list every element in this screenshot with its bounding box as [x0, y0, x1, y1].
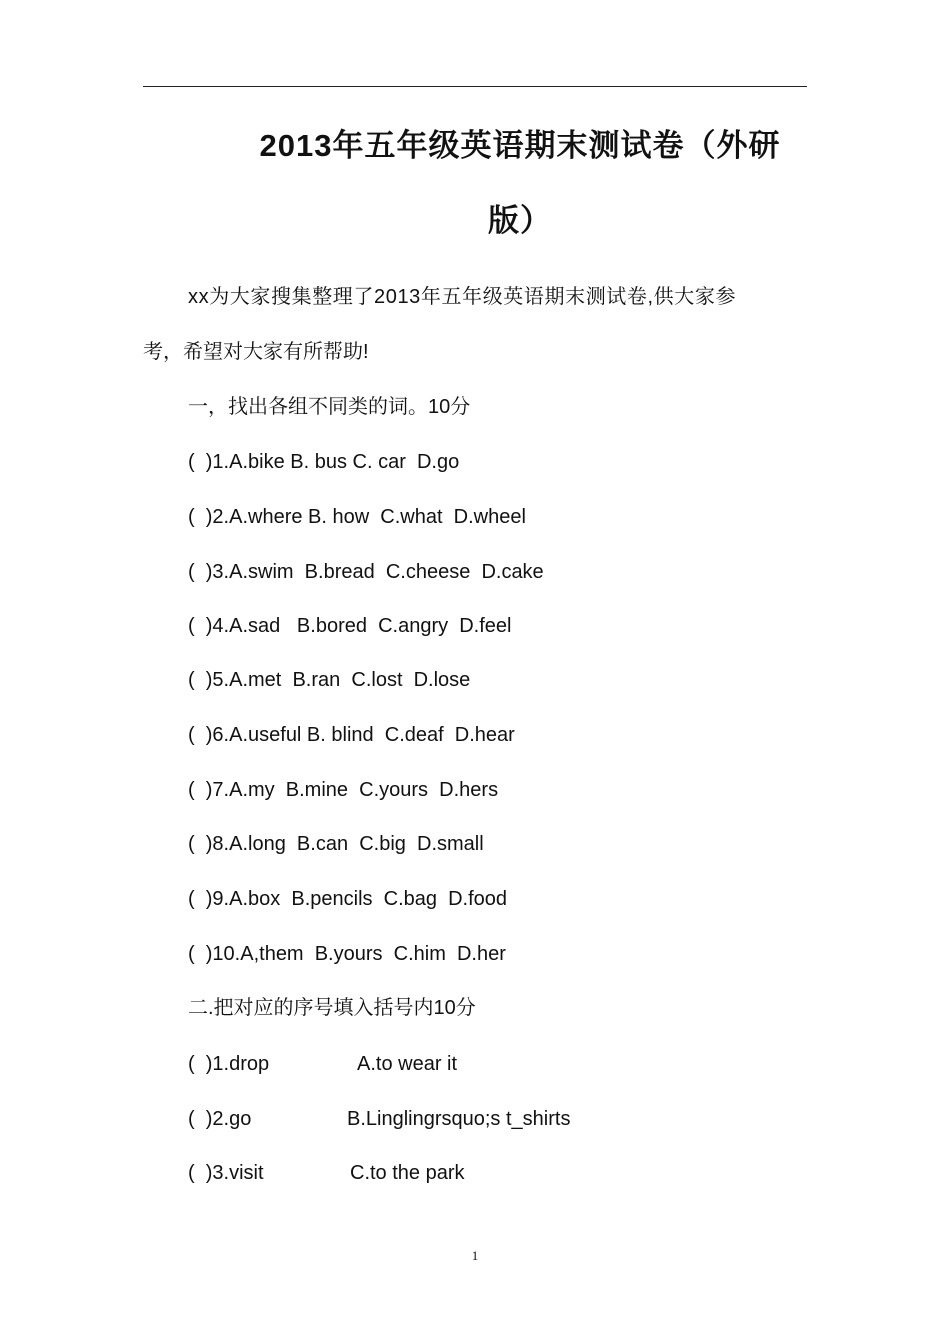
question-item: ( )1.A.bike B. bus C. car D.go: [188, 451, 460, 473]
document-title-line-2: 版）: [488, 203, 552, 238]
matching-item-right: C.to the park: [350, 1162, 465, 1184]
question-item: ( )8.A.long B.can C.big D.small: [188, 833, 484, 855]
header-rule: [143, 86, 807, 87]
matching-item-left: ( )1.drop: [188, 1053, 270, 1075]
matching-item-right: A.to wear it: [357, 1053, 458, 1075]
question-item: ( )3.A.swim B.bread C.cheese D.cake: [188, 561, 544, 583]
intro-paragraph-line-1: xx为大家搜集整理了2013年五年级英语期末测试卷,供大家参: [188, 286, 737, 308]
document-title-line-1: 2013年五年级英语期末测试卷（外研: [259, 128, 781, 163]
section-1-heading: 一，找出各组不同类的词。10分: [188, 396, 471, 418]
question-item: ( )4.A.sad B.bored C.angry D.feel: [188, 615, 512, 637]
matching-item-left: ( )2.go: [188, 1108, 252, 1130]
question-item: ( )10.A,them B.yours C.him D.her: [188, 943, 506, 965]
page-number: 1: [471, 1248, 479, 1263]
intro-paragraph-line-2: 考，希望对大家有所帮助!: [143, 341, 369, 363]
question-item: ( )6.A.useful B. blind C.deaf D.hear: [188, 724, 515, 746]
section-2-heading: 二.把对应的序号填入括号内10分: [188, 997, 476, 1019]
question-item: ( )9.A.box B.pencils C.bag D.food: [188, 888, 508, 910]
question-item: ( )2.A.where B. how C.what D.wheel: [188, 506, 526, 528]
matching-item-right: B.Linglingrsquo;s t_shirts: [347, 1108, 571, 1130]
question-item: ( )5.A.met B.ran C.lost D.lose: [188, 669, 471, 691]
matching-item-left: ( )3.visit: [188, 1162, 264, 1184]
question-item: ( )7.A.my B.mine C.yours D.hers: [188, 779, 499, 801]
